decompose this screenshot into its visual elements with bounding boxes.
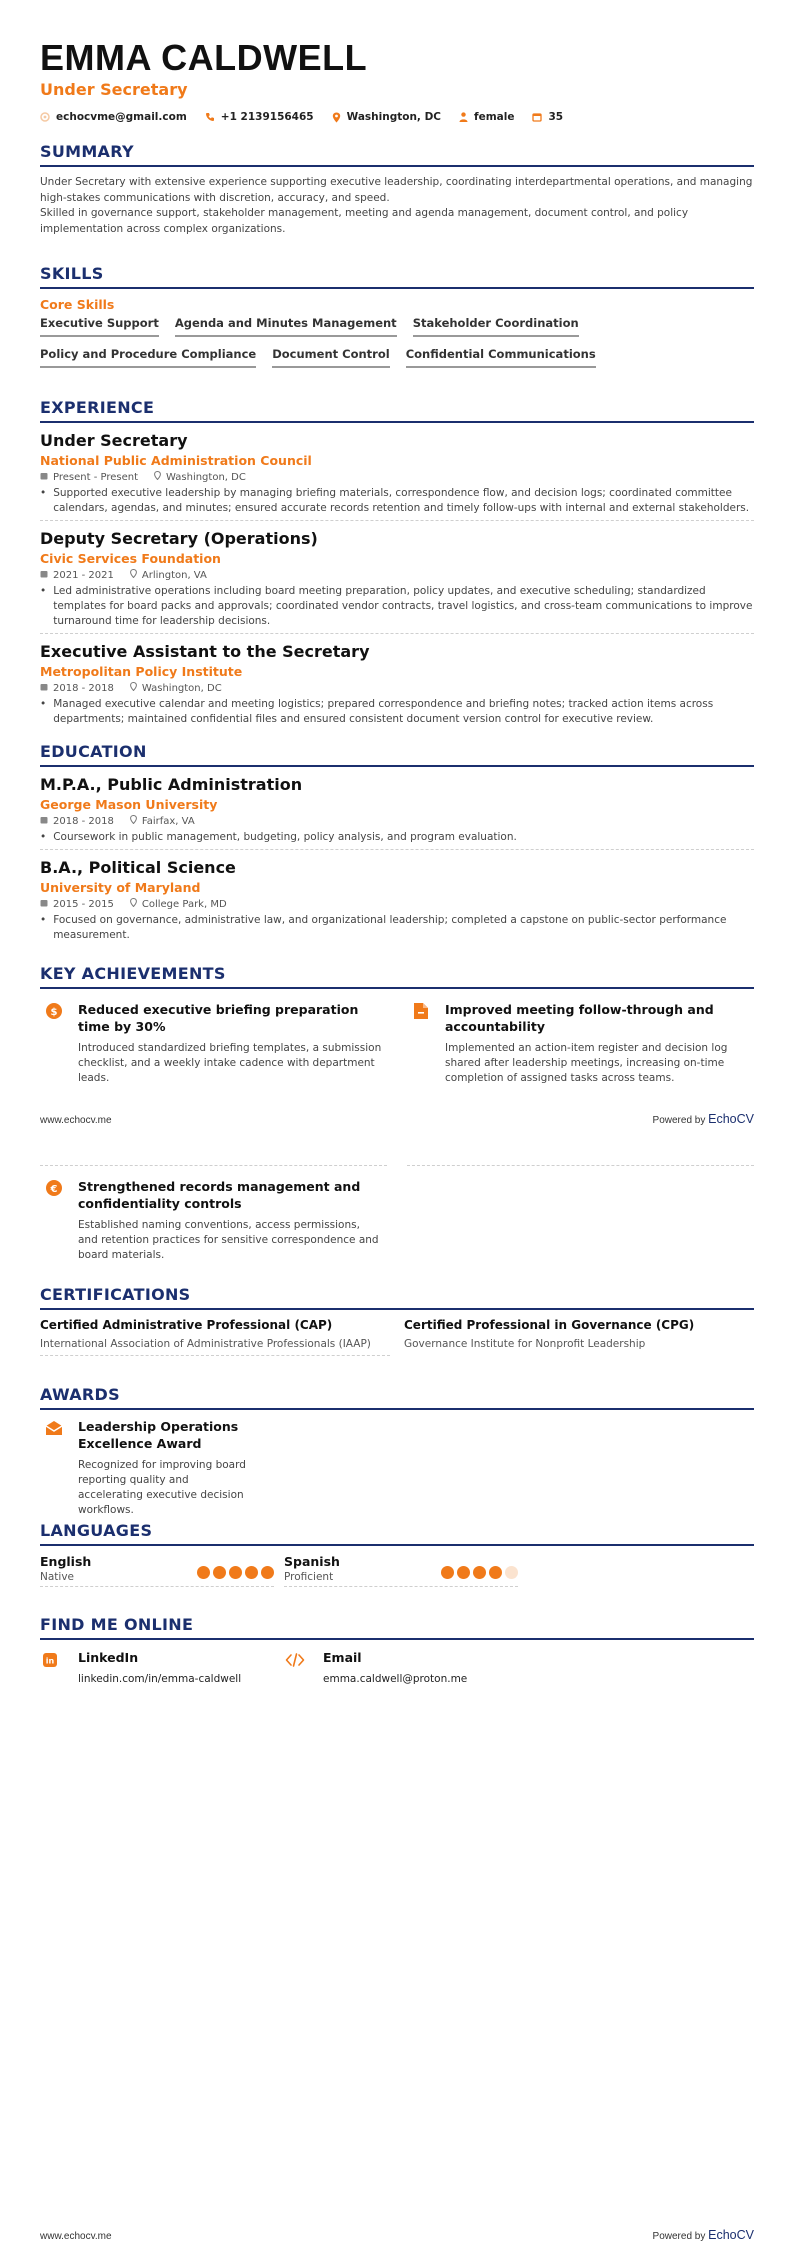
calendar-icon [40, 683, 48, 694]
section-title-education: EDUCATION [40, 742, 754, 767]
job-bullet: • Led administrative operations including board meeting preparation, policy updates, and executive scheduling; standardized templates for board packs and approvals; coordinated vendor contracts, travel logistics, and cross-team communications to improve turnaround time for leadership decisions. [40, 585, 753, 627]
contact-bar [40, 111, 754, 123]
rating-dot-filled [245, 1566, 258, 1579]
location-pin-icon [154, 471, 161, 483]
education-bullet: • Focused on governance, administrative law, and organizational leadership; completed a capstone on public-sector performance measurement. [40, 914, 727, 941]
rating-dot-empty [505, 1566, 518, 1579]
online-item-email[interactable] [285, 1650, 490, 1685]
skill-tag: Policy and Procedure Compliance [40, 347, 256, 368]
linkedin-icon [40, 1650, 60, 1670]
location-pin-icon [332, 112, 341, 123]
rating-dot-filled [229, 1566, 242, 1579]
location-pin-icon [130, 898, 137, 910]
section-title-awards: AWARDS [40, 1385, 754, 1410]
skill-tag: Confidential Communications [406, 347, 596, 368]
school-name: George Mason University [40, 797, 218, 812]
certification-org: International Association of Administrative Professionals (IAAP) [40, 1338, 371, 1350]
coin-icon [44, 1001, 64, 1021]
language-level: Native [40, 1571, 74, 1583]
rating-dot-filled [213, 1566, 226, 1579]
contact-gender: female [459, 111, 514, 123]
achievements-continued [40, 1165, 754, 1277]
code-icon [285, 1650, 305, 1670]
skill-tag: Executive Support [40, 316, 159, 337]
resume-page-2 [0, 1123, 794, 2246]
certifications-section [40, 1285, 754, 1356]
contact-phone[interactable]: +1 2139156465 [205, 111, 314, 123]
section-title-summary: SUMMARY [40, 142, 754, 167]
job-bullet: • Managed executive calendar and meeting logistics; prepared correspondence and briefing notes; tracked action items across departments; maintained confidential files and ensured consistent document version control for executive review. [40, 698, 714, 725]
language-item [284, 1554, 518, 1587]
skill-tag: Stakeholder Coordination [413, 316, 579, 337]
achievement-desc: Implemented an action-item register and decision log shared after leadership meetings, increasing on-time completion of assigned tasks across teams. [445, 1042, 728, 1084]
skill-tag: Document Control [272, 347, 389, 368]
contact-age: 35 [532, 111, 563, 123]
language-rating [441, 1554, 518, 1583]
footer-website[interactable]: www.echocv.me [40, 1115, 112, 1126]
online-label: LinkedIn [78, 1650, 139, 1665]
achievement-title: Strengthened records management and confidentiality controls [78, 1179, 361, 1211]
job-title: Deputy Secretary (Operations) [40, 529, 318, 548]
section-title-achievements: KEY ACHIEVEMENTS [40, 964, 754, 989]
header [40, 38, 754, 123]
rating-dot-filled [441, 1566, 454, 1579]
achievement-title: Improved meeting follow-through and accountability [445, 1002, 714, 1034]
language-name: English [40, 1554, 92, 1569]
job-org: Metropolitan Policy Institute [40, 664, 243, 679]
section-title-skills: SKILLS [40, 264, 754, 289]
summary-section [40, 142, 754, 237]
awards-section [40, 1385, 754, 1532]
calendar-icon [40, 816, 48, 827]
section-title-certifications: CERTIFICATIONS [40, 1285, 754, 1310]
at-icon [40, 112, 50, 122]
online-label: Email [323, 1650, 362, 1665]
phone-icon [205, 112, 215, 122]
job-org: Civic Services Foundation [40, 551, 221, 566]
skills-row-1 [40, 316, 754, 337]
page-footer [40, 2228, 754, 2242]
summary-paragraph-1: Under Secretary with extensive experience supporting executive leadership, coordinating interdepartmental operations, and managing high-stakes communications with discretion, accuracy, and speed. [40, 176, 753, 204]
degree-title: M.P.A., Public Administration [40, 775, 303, 794]
location-pin-icon [130, 815, 137, 827]
document-icon [411, 1001, 431, 1021]
education-meta: 2018 - 2018 Fairfax, VA [40, 815, 754, 827]
person-icon [459, 112, 468, 122]
certification-name: Certified Professional in Governance (CPG) [404, 1318, 695, 1332]
section-title-online: FIND ME ONLINE [40, 1615, 754, 1640]
svg-text:$: $ [50, 1007, 58, 1018]
job-meta: 2021 - 2021 Arlington, VA [40, 569, 754, 581]
school-name: University of Maryland [40, 880, 201, 895]
education-meta: 2015 - 2015 College Park, MD [40, 898, 754, 910]
footer-brand[interactable]: EchoCV [708, 1112, 754, 1126]
footer-website[interactable]: www.echocv.me [40, 2231, 112, 2242]
candidate-name: EMMA CALDWELL [40, 37, 368, 78]
section-title-experience: EXPERIENCE [40, 398, 754, 423]
award-title: Leadership Operations Excellence Award [78, 1419, 239, 1451]
contact-location: Washington, DC [332, 111, 441, 123]
education-section [40, 742, 754, 943]
location-pin-icon [130, 569, 137, 581]
candidate-role: Under Secretary [40, 80, 188, 99]
languages-section [40, 1521, 754, 1587]
award-desc: Recognized for improving board reporting quality and accelerating executive decision workflows. [78, 1459, 246, 1516]
coin-icon [44, 1178, 64, 1198]
calendar-icon [40, 899, 48, 910]
rating-dot-filled [489, 1566, 502, 1579]
job-org: National Public Administration Council [40, 453, 312, 468]
award-item [40, 1410, 260, 1532]
language-name: Spanish [284, 1554, 340, 1569]
skills-row-2 [40, 347, 754, 368]
online-value[interactable]: linkedin.com/in/emma-caldwell [78, 1673, 242, 1685]
location-pin-icon [130, 682, 137, 694]
contact-email[interactable]: echocvme@gmail.com [40, 111, 187, 123]
education-item [40, 858, 754, 943]
rating-dot-filled [473, 1566, 486, 1579]
achievement-item [40, 989, 387, 1100]
achievement-desc: Introduced standardized briefing templates, a submission checklist, and a weekly intake cadence with department leads. [78, 1042, 382, 1084]
certifications-grid [40, 1318, 754, 1356]
envelope-icon [44, 1418, 64, 1438]
rating-dot-filled [197, 1566, 210, 1579]
language-level: Proficient [284, 1571, 334, 1583]
svg-text:in: in [45, 1656, 55, 1666]
calendar-icon [40, 570, 48, 581]
svg-text:€: € [50, 1184, 58, 1195]
skill-tag: Agenda and Minutes Management [175, 316, 397, 337]
certification-item [404, 1318, 754, 1356]
job-meta: 2018 - 2018 Washington, DC [40, 682, 754, 694]
certification-name: Certified Administrative Professional (CAP) [40, 1318, 333, 1332]
achievement-item [40, 1166, 387, 1277]
skills-section [40, 264, 754, 368]
section-title-languages: LANGUAGES [40, 1521, 754, 1546]
language-rating [197, 1554, 274, 1583]
achievements-section [40, 964, 754, 1100]
achievement-title: Reduced executive briefing preparation time by 30% [78, 1002, 359, 1034]
certification-item [40, 1318, 390, 1356]
footer-powered: Powered by EchoCV [652, 2228, 754, 2242]
rating-dot-filled [457, 1566, 470, 1579]
rating-dot-filled [261, 1566, 274, 1579]
experience-section [40, 398, 754, 727]
education-item [40, 775, 754, 850]
skills-group-title: Core Skills [40, 297, 115, 312]
experience-item [40, 642, 754, 727]
calendar-icon [532, 112, 542, 122]
footer-brand[interactable]: EchoCV [708, 2228, 754, 2242]
language-item [40, 1554, 274, 1587]
experience-item [40, 529, 754, 634]
summary-paragraph-2: Skilled in governance support, stakeholder management, meeting and agenda management, document control, and policy implementation across complex organizations. [40, 207, 689, 235]
achievement-desc: Established naming conventions, access permissions, and retention practices for sensitive correspondence and board materials. [78, 1219, 379, 1261]
job-title: Under Secretary [40, 431, 188, 450]
online-item-linkedin[interactable] [40, 1650, 245, 1685]
achievement-item [407, 989, 754, 1100]
calendar-icon [40, 472, 48, 483]
certification-org: Governance Institute for Nonprofit Leadership [404, 1338, 646, 1350]
job-title: Executive Assistant to the Secretary [40, 642, 370, 661]
languages-grid [40, 1554, 754, 1587]
footer-powered: Powered by EchoCV [652, 1112, 754, 1126]
experience-item [40, 431, 754, 521]
job-meta: Present - Present Washington, DC [40, 471, 754, 483]
online-value[interactable]: emma.caldwell@proton.me [323, 1673, 468, 1685]
online-section [40, 1615, 754, 1685]
degree-title: B.A., Political Science [40, 858, 236, 877]
education-bullet: • Coursework in public management, budgeting, policy analysis, and program evaluation. [40, 831, 517, 843]
job-bullet: • Supported executive leadership by managing briefing materials, correspondence flow, and decision logs; coordinated committee calendars, agendas, and minutes; ensured accurate records retention and timely follow-ups with internal and external stakeholders. [40, 487, 750, 514]
online-links [40, 1650, 754, 1685]
achievements-grid [40, 989, 754, 1100]
